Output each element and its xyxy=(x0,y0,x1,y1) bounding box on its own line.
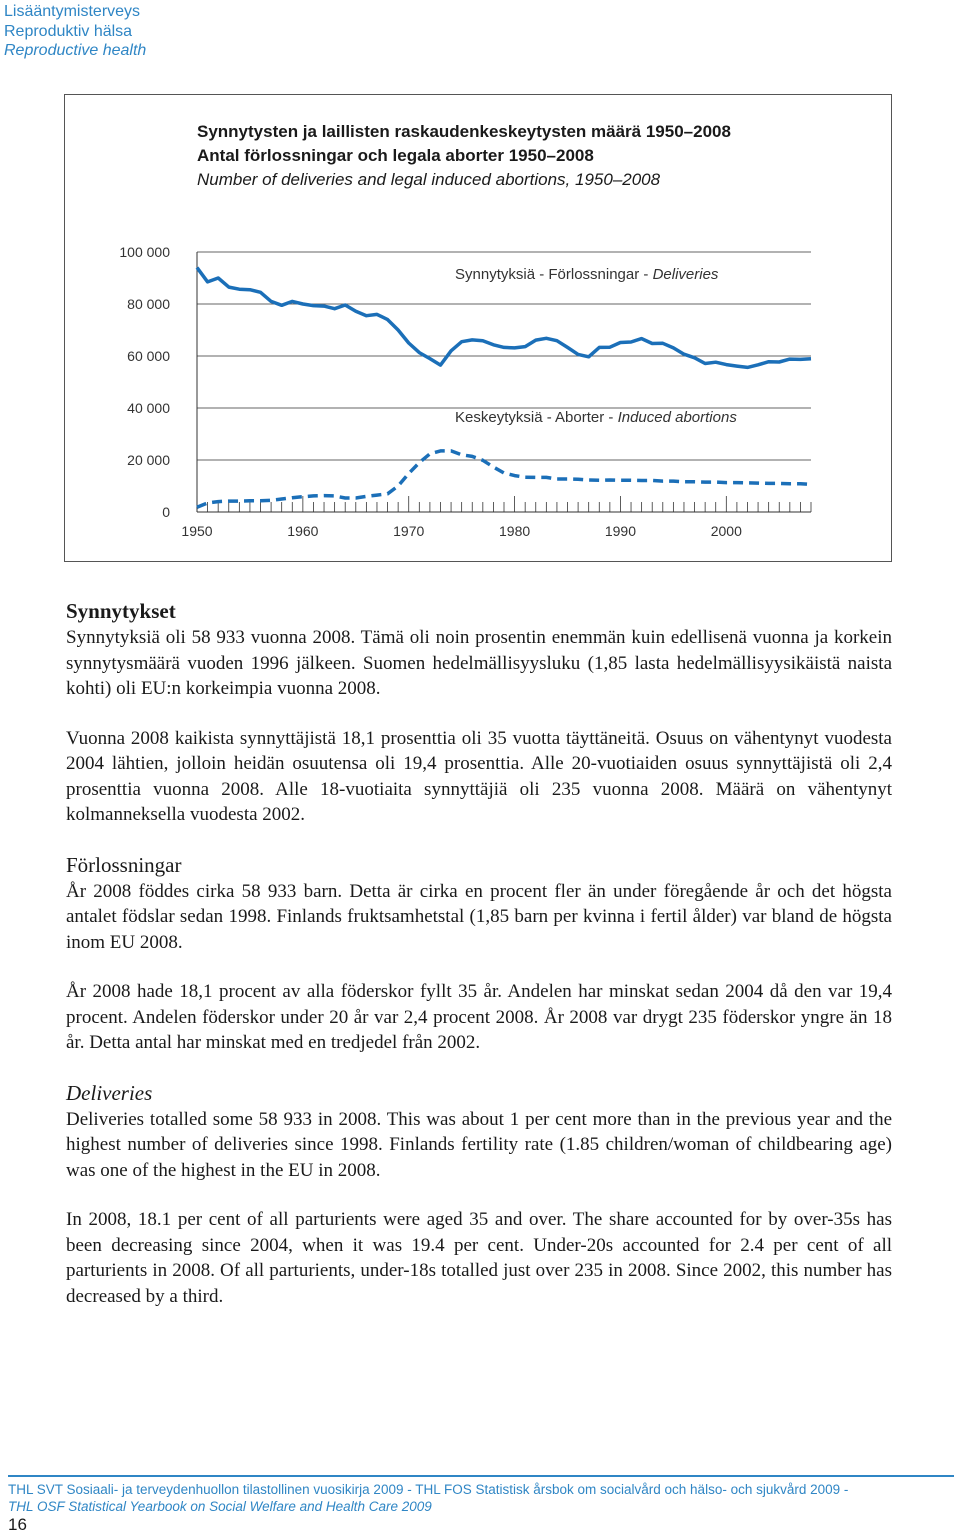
running-header xyxy=(4,2,146,61)
series-label-english: Induced abortions xyxy=(617,409,737,426)
x-tick-label: 2000 xyxy=(710,523,742,539)
page-number: 16 xyxy=(8,1515,27,1534)
y-tick-label: 40 000 xyxy=(127,400,170,416)
paragraph-en-2: In 2008, 18.1 per cent of all parturients were aged 35 and over. The share accounted for by over-35s has been decreasing since 2004, when it was 19.4 per cent. Under-20s accounted for 2.4 per cent of all parturients in 2008. Of all parturients, under-18s totalled just over 235 in 2008. Since 2002, this number has decreased by a third. xyxy=(66,1209,892,1307)
page-footer xyxy=(8,1481,954,1515)
paragraph-fi-1: Synnytyksiä oli 58 933 vuonna 2008. Tämä oli noin prosentin enemmän kuin edellisenä vuonna ja korkein synnytysmäärä vuoden 1996 jälkeen. Suomen hedelmällisyysluku (1,85 lasta hedelmällisyysikäistä naista kohti) oli EU:n korkeimpia vuonna 2008. xyxy=(66,627,892,699)
paragraph-fi-2: Vuonna 2008 kaikista synnyttäjistä 18,1 prosenttia oli 35 vuotta täyttäneitä. Osuus on vähentynyt vuodesta 2004 lähtien, jolloin heidän osuutensa oli 19,4 prosenttia. Alle 20-vuotiaiden osuus synnyttäjistä oli 2,4 prosenttia vuonna 2008. Alle 18-vuotiaita synnyttäjiä oli 235 vuonna 2008. Määrä on vähentynyt kolmanneksella vuodesta 2002. xyxy=(66,727,892,825)
x-tick-label: 1980 xyxy=(499,523,531,539)
paragraph-sv-1: År 2008 föddes cirka 58 933 barn. Detta är cirka en procent fler än under föregående år och det högsta antalet födslar sedan 1998. Finlands fruktsamhetstal (1,85 barn per kvinna i fertil ålder) var bland de högsta inom EU 2008. xyxy=(66,880,892,953)
x-tick-label: 1970 xyxy=(393,523,425,539)
x-tick-label: 1990 xyxy=(604,523,637,539)
paragraph-en-1: Deliveries totalled some 58 933 in 2008. This was about 1 per cent more than in the previous year and the highest number of deliveries since 1998. Finlands fertility rate (1.85 children/woman of childbearing age) was one of the highest in the EU in 2008. xyxy=(66,1108,892,1181)
section-heading-sv: Förlossningar xyxy=(66,852,182,877)
x-tick-label: 1950 xyxy=(181,523,213,539)
y-tick-label: 80 000 xyxy=(127,296,170,312)
footer-line-2: THL OSF Statistical Yearbook on Social Welfare and Health Care 2009 xyxy=(8,1499,432,1514)
series-label-prefix: Synnytyksiä - Förlossningar - xyxy=(455,266,653,283)
footer-divider xyxy=(8,1475,954,1477)
series-label-prefix: Keskeytyksiä - Aborter - xyxy=(455,409,618,426)
series-label-abortions xyxy=(455,409,737,426)
figure-title-sv: Antal förlossningar och legala aborter 1950–2008 xyxy=(197,146,594,165)
y-tick-label: 100 000 xyxy=(119,244,170,260)
section-heading-fi: Synnytykset xyxy=(66,599,176,623)
series-line-abortions xyxy=(197,451,811,507)
figure-title-fi: Synnytysten ja laillisten raskaudenkeskeytysten määrä 1950–2008 xyxy=(197,122,731,141)
section-heading-en: Deliveries xyxy=(66,1080,153,1105)
figure-frame xyxy=(64,94,892,562)
x-tick-label: 1960 xyxy=(287,523,319,539)
chart-series-layer xyxy=(197,268,811,508)
article-body xyxy=(66,598,892,1333)
figure-title-en: Number of deliveries and legal induced abortions, 1950–2008 xyxy=(197,170,661,189)
y-tick-label: 20 000 xyxy=(127,452,170,468)
running-header-en: Reproductive health xyxy=(4,42,147,59)
series-label-deliveries xyxy=(455,266,719,283)
running-header-sv: Reproduktiv hälsa xyxy=(4,22,133,40)
y-tick-label: 0 xyxy=(162,504,170,520)
series-label-english: Deliveries xyxy=(652,266,719,283)
section-synnytykset xyxy=(66,598,892,828)
section-forlossningar xyxy=(66,852,892,1056)
section-deliveries xyxy=(66,1080,892,1310)
y-tick-label: 60 000 xyxy=(127,348,170,364)
footer-line-1: THL SVT Sosiaali- ja terveydenhuollon tilastollinen vuosikirja 2009 - THL FOS Statistisk årsbok om socialvård och hälso- och sjukvård 2009 - xyxy=(8,1482,849,1497)
running-header-fi: Lisääntymisterveys xyxy=(4,3,141,20)
line-chart xyxy=(65,95,891,561)
chart-axes xyxy=(119,244,811,539)
paragraph-sv-2: År 2008 hade 18,1 procent av alla föderskor fyllt 35 år. Andelen har minskat sedan 2004 då den var 19,4 procent. Andelen föderskor under 20 år var 2,4 procent 2008. År 2008 var drygt 235 föderskor yngre än 18 år. Detta antal har minskat med en tredjedel från 2002. xyxy=(66,981,892,1053)
